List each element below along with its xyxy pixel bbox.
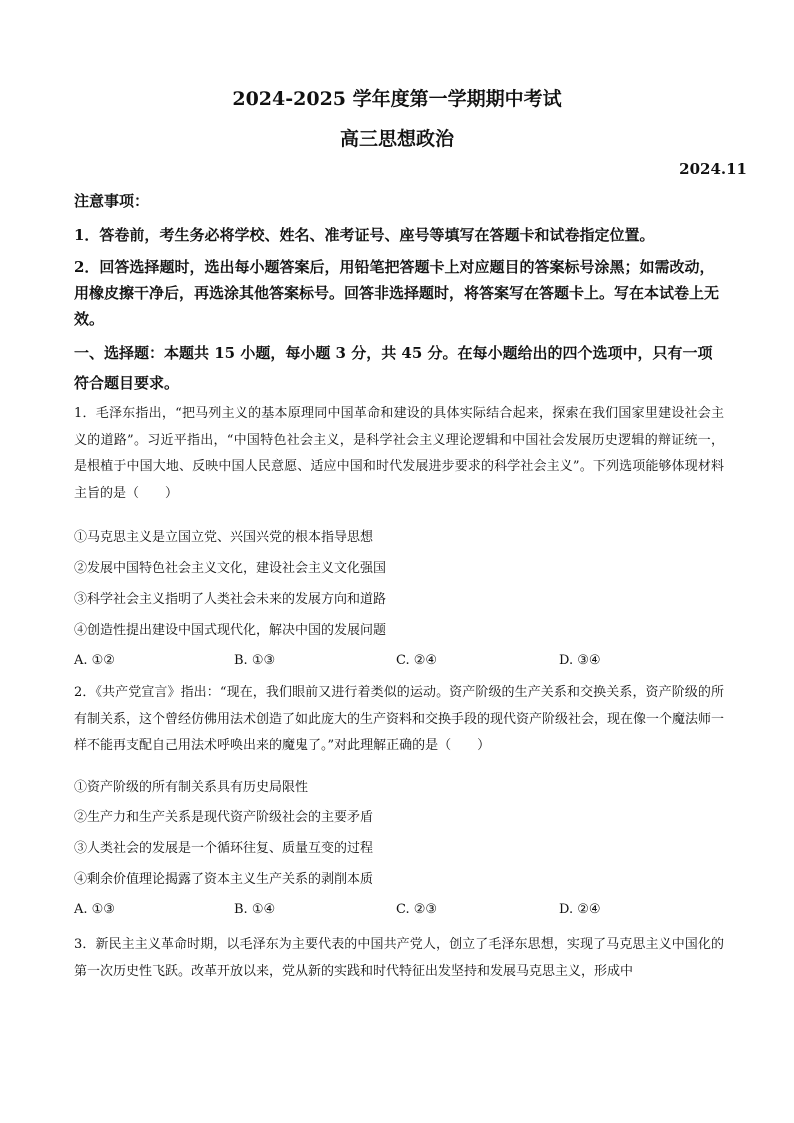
question-2-choice-b: B. ①④ (234, 902, 276, 917)
question-2-stem: 2．《共产党宣言》指出：“现在，我们眼前又进行着类似的运动。资产阶级的生产关系和交换关系，资产阶级的所有制关系，这个曾经仿佛用法术创造了如此庞大的生产资料和交换手段的现代资产阶级社会，现在像一个魔法师一样不能再支配自己用法术呼唤出来的魔鬼了。”对此理解正确的是（ ） (74, 685, 725, 753)
notice-heading: 注意事项： (74, 192, 150, 210)
question-1-choice-d: D. ③④ (559, 653, 601, 668)
question-1-statement-1: ①马克思主义是立国立党、兴国兴党的根本指导思想 (74, 530, 374, 545)
notice-item-1: 1．答卷前，考生务必将学校、姓名、准考证号、座号等填写在答题卡和试卷指定位置。 (74, 226, 655, 244)
question-1-statement-2: ②发展中国特色社会主义文化，建设社会主义文化强国 (74, 561, 387, 576)
question-2-choices (74, 902, 726, 922)
question-1-statement-4: ④创造性提出建设中国式现代化，解决中国的发展问题 (74, 623, 387, 638)
question-2-choice-c: C. ②③ (396, 902, 438, 917)
notice-item-2: 2．回答选择题时，选出每小题答案后，用铅笔把答题卡上对应题目的答案标号涂黑；如需改动，用橡皮擦干净后，再选涂其他答案标号。回答非选择题时，将答案写在答题卡上。写在本试卷上无效。 (74, 258, 720, 328)
question-1-statement-3: ③科学社会主义指明了人类社会未来的发展方向和道路 (74, 592, 387, 607)
exam-title: 2024-2025 学年度第一学期期中考试 (232, 88, 562, 110)
question-2-statement-1: ①资产阶级的所有制关系具有历史局限性 (74, 780, 309, 795)
question-1-stem: 1．毛泽东指出，“把马列主义的基本原理同中国革命和建设的具体实际结合起来，探索在我们国家里建设社会主义的道路”。习近平指出，“中国特色社会主义，是科学社会主义理论逻辑和中国社会发展历史逻辑的辩证统一，是根植于中国大地、反映中国人民意愿、适应中国和时代发展进步要求的科学社会主义”。下列选项能够体现材料主旨的是（ ） (74, 406, 724, 501)
exam-date: 2024.11 (679, 160, 747, 178)
question-2-statement-3: ③人类社会的发展是一个循环往复、质量互变的过程 (74, 841, 374, 856)
question-2-choice-d: D. ②④ (559, 902, 601, 917)
question-1-choice-a: A. ①② (74, 653, 115, 668)
question-1-choice-c: C. ②④ (396, 653, 438, 668)
question-2-choice-a: A. ①③ (74, 902, 115, 917)
question-1-choices (74, 653, 726, 673)
question-3-stem: 3．新民主主义革命时期，以毛泽东为主要代表的中国共产党人，创立了毛泽东思想，实现了马克思主义中国化的第一次历史性飞跃。改革开放以来，党从新的实践和时代特征出发坚持和发展马克思主义，形成中 (74, 937, 724, 979)
question-2-statement-2: ②生产力和生产关系是现代资产阶级社会的主要矛盾 (74, 810, 374, 825)
question-2-statement-4: ④剩余价值理论揭露了资本主义生产关系的剥削本质 (74, 872, 374, 887)
section-1-heading: 一、选择题：本题共 15 小题，每小题 3 分，共 45 分。在每小题给出的四个选项中，只有一项符合题目要求。 (74, 344, 713, 392)
exam-subject: 高三思想政治 (339, 128, 454, 150)
question-1-choice-b: B. ①③ (234, 653, 276, 668)
